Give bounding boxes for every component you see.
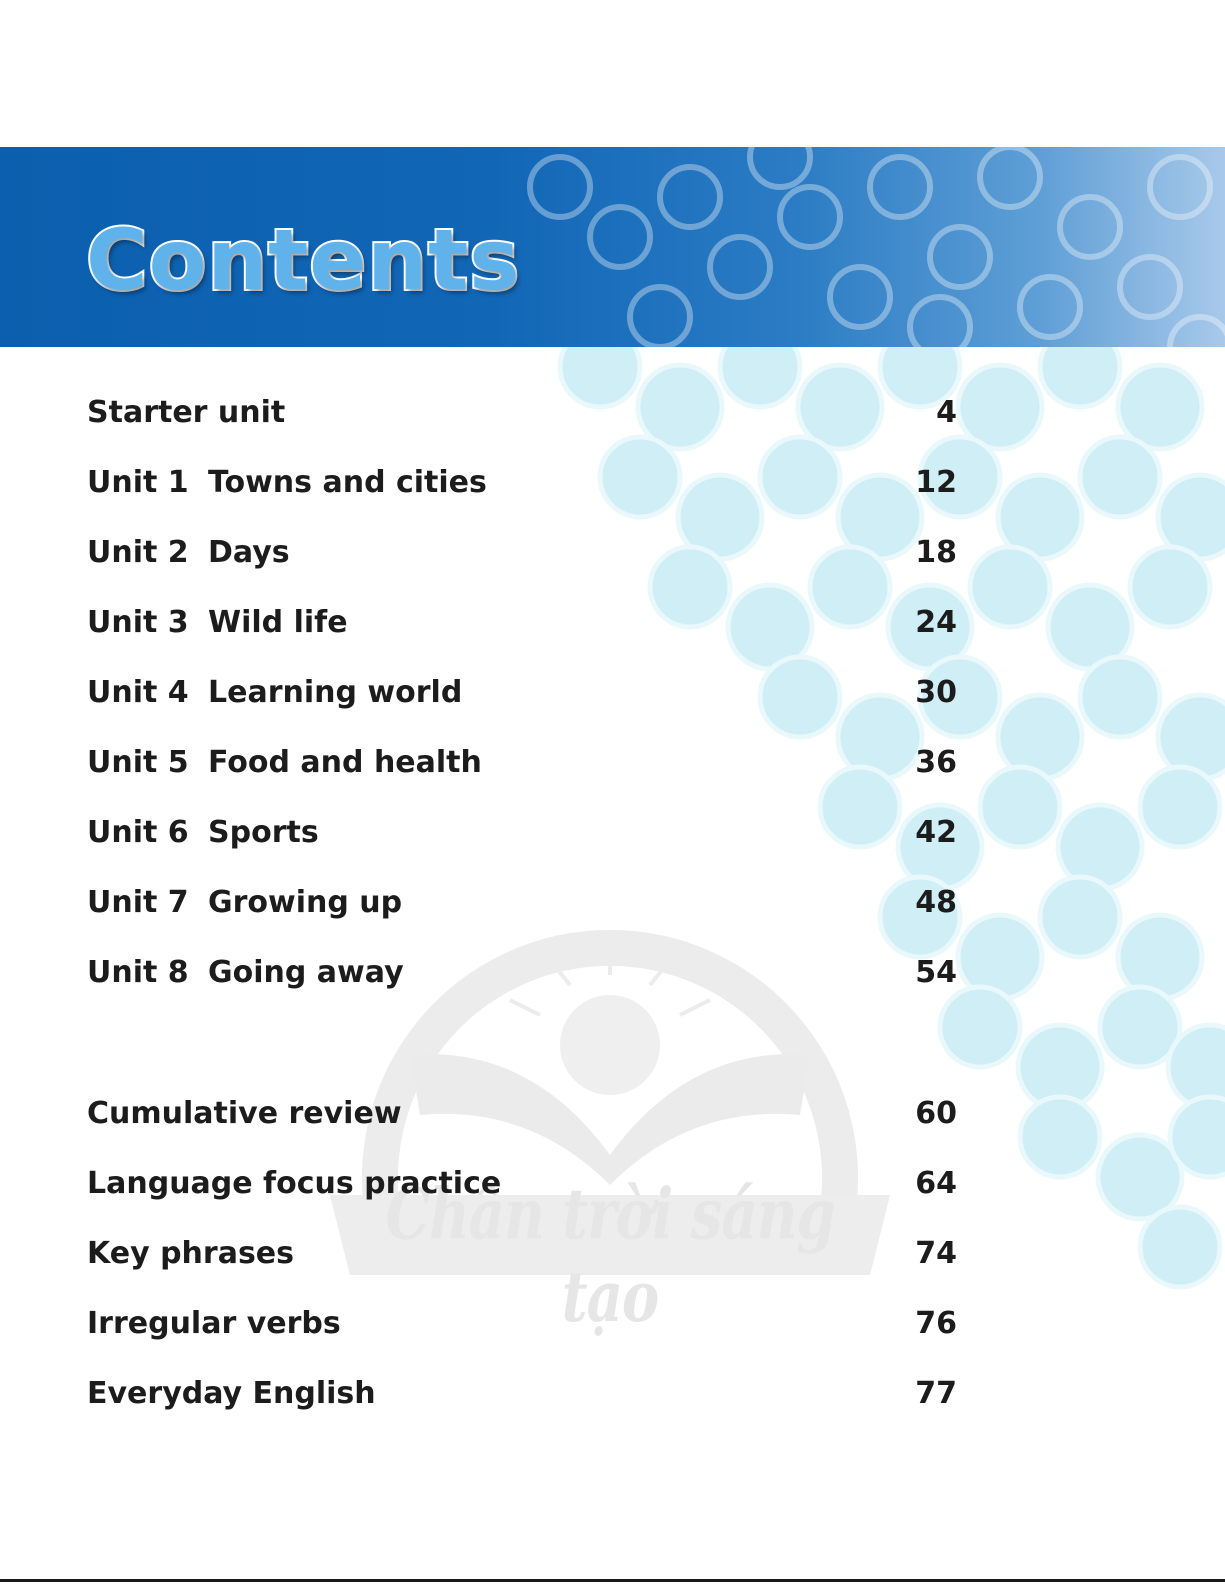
toc-unit-label: Unit 4 bbox=[87, 675, 189, 710]
toc-page-number: 76 bbox=[915, 1306, 957, 1341]
toc-page-number: 24 bbox=[915, 605, 957, 640]
toc-unit-label: Unit 5 bbox=[87, 745, 189, 780]
toc-row-unit-7[interactable] bbox=[87, 883, 957, 923]
toc-page-number: 4 bbox=[936, 395, 957, 430]
toc-section-title: Everyday English bbox=[87, 1376, 376, 1411]
toc-page-number: 12 bbox=[915, 465, 957, 500]
toc-page-number: 48 bbox=[915, 885, 957, 920]
toc-row-unit-1[interactable] bbox=[87, 463, 957, 503]
toc-page-number: 77 bbox=[915, 1376, 957, 1411]
toc-unit-label: Unit 2 bbox=[87, 535, 189, 570]
toc-unit-title: Food and health bbox=[208, 745, 482, 780]
toc-unit-title: Going away bbox=[208, 955, 404, 990]
toc-unit-title: Sports bbox=[208, 815, 319, 850]
toc-section-title: Language focus practice bbox=[87, 1166, 502, 1201]
watermark-text: Chân trời sáng tạo bbox=[385, 1173, 835, 1339]
toc-page-number: 54 bbox=[915, 955, 957, 990]
toc-row-unit-4[interactable] bbox=[87, 673, 957, 713]
toc-unit-title: Growing up bbox=[208, 885, 403, 920]
toc-row-unit-3[interactable] bbox=[87, 603, 957, 643]
toc-row-cumulative-review[interactable] bbox=[87, 1094, 957, 1134]
toc-page-number: 74 bbox=[915, 1236, 957, 1271]
toc-row-unit-5[interactable] bbox=[87, 743, 957, 783]
toc-unit-label: Unit 8 bbox=[87, 955, 189, 990]
toc-page-number: 36 bbox=[915, 745, 957, 780]
bottom-border bbox=[0, 1579, 1225, 1582]
toc-unit-title: Days bbox=[208, 535, 290, 570]
toc-page-number: 42 bbox=[915, 815, 957, 850]
toc-row-everyday-english[interactable] bbox=[87, 1374, 957, 1414]
toc-unit-label: Starter unit bbox=[87, 395, 286, 430]
toc-section-title: Key phrases bbox=[87, 1236, 294, 1271]
toc-page-number: 64 bbox=[915, 1166, 957, 1201]
toc-unit-label: Unit 3 bbox=[87, 605, 189, 640]
toc-section-title: Cumulative review bbox=[87, 1096, 402, 1131]
toc-row-unit-8[interactable] bbox=[87, 953, 957, 993]
toc-row-unit-6[interactable] bbox=[87, 813, 957, 853]
toc-unit-title: Learning world bbox=[208, 675, 463, 710]
toc-row-starter[interactable] bbox=[87, 393, 957, 433]
toc-section-title: Irregular verbs bbox=[87, 1306, 341, 1341]
toc-unit-label: Unit 7 bbox=[87, 885, 189, 920]
toc-unit-title: Wild life bbox=[208, 605, 348, 640]
toc-unit-label: Unit 1 bbox=[87, 465, 189, 500]
toc-page-number: 60 bbox=[915, 1096, 957, 1131]
toc-unit-title: Towns and cities bbox=[208, 465, 487, 500]
toc-row-irregular-verbs[interactable] bbox=[87, 1304, 957, 1344]
toc-row-key-phrases[interactable] bbox=[87, 1234, 957, 1274]
toc-page-number: 30 bbox=[915, 675, 957, 710]
toc-row-unit-2[interactable] bbox=[87, 533, 957, 573]
toc-row-language-focus-practice[interactable] bbox=[87, 1164, 957, 1204]
page-title: Contents bbox=[86, 211, 521, 309]
toc-page-number: 18 bbox=[915, 535, 957, 570]
toc-unit-label: Unit 6 bbox=[87, 815, 189, 850]
